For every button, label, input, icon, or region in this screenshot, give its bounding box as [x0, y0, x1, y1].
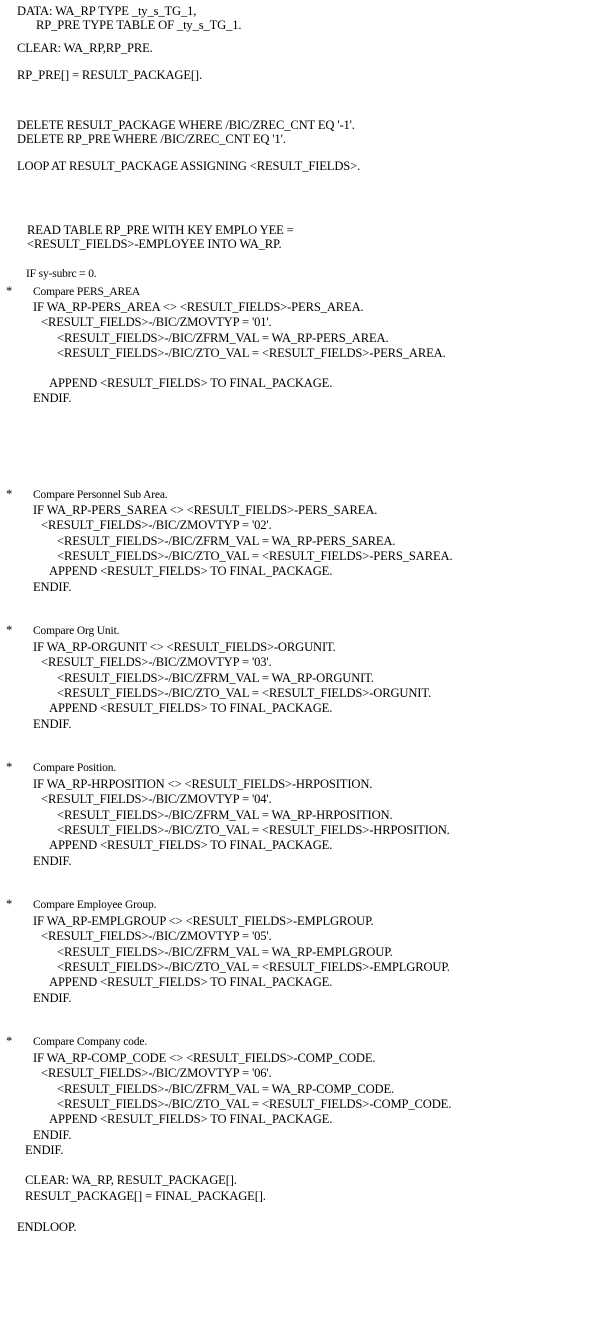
comment-marker: * [6, 487, 13, 501]
code-line: READ TABLE RP_PRE WITH KEY EMPLO YEE = [27, 223, 294, 237]
code-line: <RESULT_FIELDS>-/BIC/ZFRM_VAL = WA_RP-HRPOSITION. [57, 808, 393, 822]
comment-marker: * [6, 623, 13, 637]
code-line: IF WA_RP-PERS_SAREA <> <RESULT_FIELDS>-PERS_SAREA. [33, 503, 378, 517]
code-line: <RESULT_FIELDS>-/BIC/ZFRM_VAL = WA_RP-PERS_SAREA. [57, 534, 396, 548]
code-line: <RESULT_FIELDS>-/BIC/ZTO_VAL = <RESULT_FIELDS>-HRPOSITION. [57, 823, 450, 837]
code-line: ENDIF. [33, 991, 72, 1005]
code-line: <RESULT_FIELDS>-/BIC/ZMOVTYP = '02'. [41, 518, 272, 532]
code-line: LOOP AT RESULT_PACKAGE ASSIGNING <RESULT_FIELDS>. [17, 159, 361, 173]
comment-marker: * [6, 897, 13, 911]
code-line: ENDIF. [25, 1143, 64, 1157]
code-line: RP_PRE TYPE TABLE OF _ty_s_TG_1. [36, 18, 242, 32]
code-comment: Compare Personnel Sub Area. [33, 489, 168, 501]
code-line: IF WA_RP-COMP_CODE <> <RESULT_FIELDS>-COMP_CODE. [33, 1051, 376, 1065]
code-comment: Compare Company code. [33, 1036, 148, 1048]
code-line: <RESULT_FIELDS>-/BIC/ZTO_VAL = <RESULT_FIELDS>-PERS_SAREA. [57, 549, 453, 563]
comment-marker: * [6, 1034, 13, 1048]
code-comment: Compare Position. [33, 762, 117, 774]
code-line: IF WA_RP-PERS_AREA <> <RESULT_FIELDS>-PERS_AREA. [33, 300, 364, 314]
code-line: APPEND <RESULT_FIELDS> TO FINAL_PACKAGE. [49, 376, 333, 390]
code-line: <RESULT_FIELDS>-/BIC/ZTO_VAL = <RESULT_FIELDS>-COMP_CODE. [57, 1097, 452, 1111]
code-line: ENDIF. [33, 391, 72, 405]
code-comment: Compare Employee Group. [33, 899, 157, 911]
code-line: ENDIF. [33, 580, 72, 594]
code-line: APPEND <RESULT_FIELDS> TO FINAL_PACKAGE. [49, 701, 333, 715]
code-line: <RESULT_FIELDS>-/BIC/ZFRM_VAL = WA_RP-EMPLGROUP. [57, 945, 393, 959]
code-line: <RESULT_FIELDS>-/BIC/ZTO_VAL = <RESULT_FIELDS>-EMPLGROUP. [57, 960, 450, 974]
code-line: APPEND <RESULT_FIELDS> TO FINAL_PACKAGE. [49, 564, 333, 578]
code-line: <RESULT_FIELDS>-/BIC/ZTO_VAL = <RESULT_FIELDS>-ORGUNIT. [57, 686, 431, 700]
code-line: <RESULT_FIELDS>-/BIC/ZFRM_VAL = WA_RP-ORGUNIT. [57, 671, 374, 685]
code-line: APPEND <RESULT_FIELDS> TO FINAL_PACKAGE. [49, 1112, 333, 1126]
code-line: DELETE RESULT_PACKAGE WHERE /BIC/ZREC_CNT EQ '-1'. [17, 118, 355, 132]
code-line: <RESULT_FIELDS>-/BIC/ZFRM_VAL = WA_RP-PERS_AREA. [57, 331, 389, 345]
code-line: IF WA_RP-ORGUNIT <> <RESULT_FIELDS>-ORGUNIT. [33, 640, 336, 654]
code-line: IF WA_RP-EMPLGROUP <> <RESULT_FIELDS>-EMPLGROUP. [33, 914, 374, 928]
code-line: <RESULT_FIELDS>-/BIC/ZMOVTYP = '03'. [41, 655, 272, 669]
code-line: <RESULT_FIELDS>-/BIC/ZMOVTYP = '04'. [41, 792, 272, 806]
code-line: <RESULT_FIELDS>-EMPLOYEE INTO WA_RP. [27, 237, 282, 251]
code-line: CLEAR: WA_RP,RP_PRE. [17, 41, 153, 55]
code-line: DATA: WA_RP TYPE _ty_s_TG_1, [17, 4, 197, 18]
code-line: APPEND <RESULT_FIELDS> TO FINAL_PACKAGE. [49, 838, 333, 852]
code-comment: Compare Org Unit. [33, 625, 120, 637]
code-line: <RESULT_FIELDS>-/BIC/ZMOVTYP = '01'. [41, 315, 272, 329]
code-line: <RESULT_FIELDS>-/BIC/ZMOVTYP = '05'. [41, 929, 272, 943]
code-line: ENDLOOP. [17, 1220, 77, 1234]
code-line: ENDIF. [33, 717, 72, 731]
code-line: IF sy-subrc = 0. [26, 268, 97, 280]
code-comment: Compare PERS_AREA [33, 286, 141, 298]
code-line: ENDIF. [33, 854, 72, 868]
comment-marker: * [6, 760, 13, 774]
code-line: APPEND <RESULT_FIELDS> TO FINAL_PACKAGE. [49, 975, 333, 989]
code-line: CLEAR: WA_RP, RESULT_PACKAGE[]. [25, 1173, 237, 1187]
code-line: DELETE RP_PRE WHERE /BIC/ZREC_CNT EQ '1'. [17, 132, 286, 146]
comment-marker: * [6, 284, 13, 298]
code-line: RP_PRE[] = RESULT_PACKAGE[]. [17, 68, 202, 82]
code-line: <RESULT_FIELDS>-/BIC/ZTO_VAL = <RESULT_FIELDS>-PERS_AREA. [57, 346, 446, 360]
code-line: RESULT_PACKAGE[] = FINAL_PACKAGE[]. [25, 1189, 266, 1203]
code-line: IF WA_RP-HRPOSITION <> <RESULT_FIELDS>-HRPOSITION. [33, 777, 373, 791]
code-line: <RESULT_FIELDS>-/BIC/ZFRM_VAL = WA_RP-COMP_CODE. [57, 1082, 395, 1096]
code-line: <RESULT_FIELDS>-/BIC/ZMOVTYP = '06'. [41, 1066, 272, 1080]
code-line: ENDIF. [33, 1128, 72, 1142]
